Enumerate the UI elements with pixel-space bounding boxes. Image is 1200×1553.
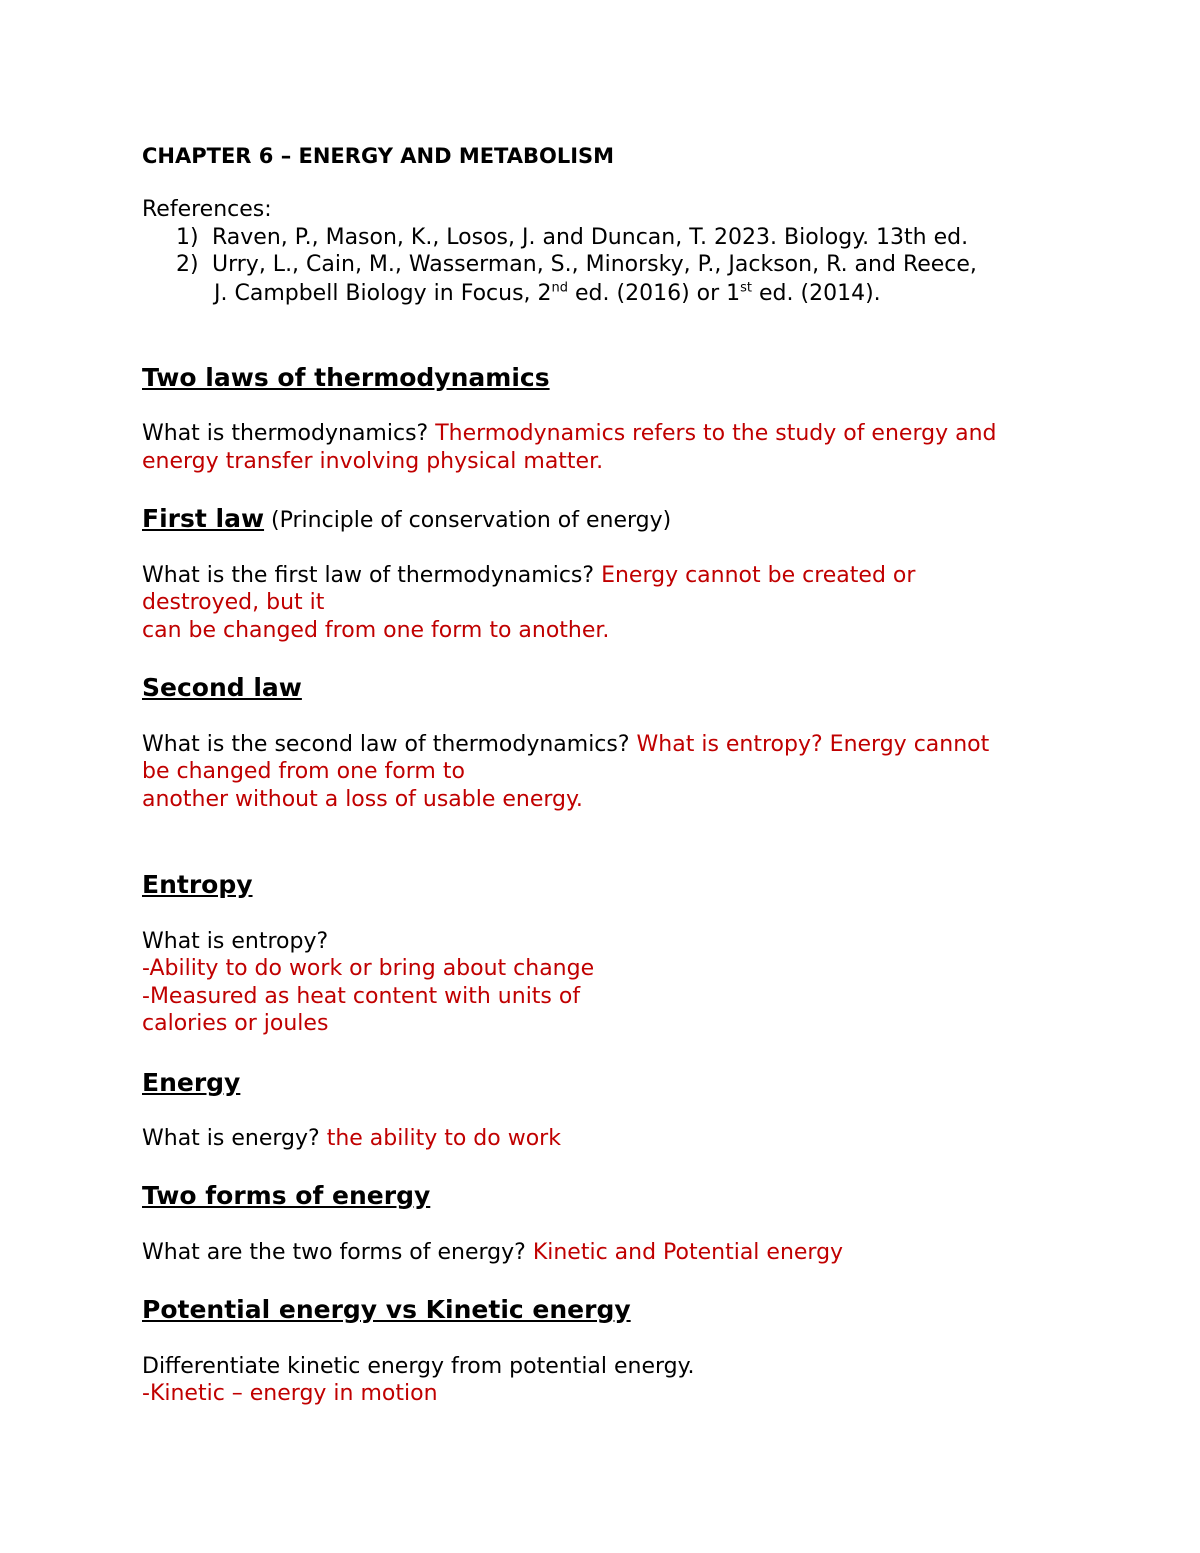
answer-text: energy transfer involving physical matter. (142, 449, 604, 474)
reference-text: Raven, P., Mason, K., Losos, J. and Duncan, T. 2023. Biology. 13th ed. (212, 225, 969, 250)
chapter-title: CHAPTER 6 – ENERGY AND METABOLISM (142, 144, 615, 168)
answer-text: -Ability to do work or bring about change (142, 956, 595, 981)
reference-item (142, 224, 968, 252)
answer-text: can be changed from one form to another. (142, 618, 610, 643)
section-heading-two-forms: Two forms of energy (142, 1181, 431, 1210)
answer-text: Kinetic and Potential energy (532, 1240, 844, 1265)
question-text: What is entropy? (142, 929, 329, 954)
answer-text: be changed from one form to (142, 759, 465, 784)
question-text: Differentiate kinetic energy from potential energy. (142, 1354, 695, 1379)
section-heading-second-law: Second law (142, 673, 302, 702)
question-text: What are the two forms of energy? (142, 1240, 533, 1265)
section-heading-entropy: Entropy (142, 870, 253, 899)
answer-text: What is entropy? Energy cannot (636, 732, 990, 757)
answer-text: destroyed, but it (142, 590, 325, 615)
answer-text: -Measured as heat content with units of (142, 984, 581, 1009)
question-text: What is thermodynamics? (142, 421, 436, 446)
answer-text: another without a loss of usable energy. (142, 787, 583, 812)
section-heading-two-laws: Two laws of thermodynamics (142, 363, 550, 392)
question-text: What is the second law of thermodynamics? (142, 732, 637, 757)
reference-text: Urry, L., Cain, M., Wasserman, S., Minorsky, P., Jackson, R. and Reece, (212, 252, 977, 277)
references-label: References: (142, 197, 272, 222)
question-line (142, 1239, 843, 1267)
answer-text: Energy cannot be created or (601, 563, 916, 588)
reference-continuation: J. Campbell Biology in Focus, 2nd ed. (2016) or 1st ed. (2014). (214, 280, 881, 306)
question-line (142, 562, 915, 590)
reference-item (142, 251, 977, 279)
heading-note: (Principle of conservation of energy) (264, 508, 672, 533)
question-text: What is energy? (142, 1126, 327, 1151)
section-heading-line-first-law (142, 504, 671, 535)
reference-number: 1) (176, 225, 199, 250)
question-line (142, 420, 996, 448)
answer-text: the ability to do work (326, 1126, 561, 1151)
question-line (142, 1125, 561, 1153)
section-heading-first-law: First law (142, 504, 265, 533)
section-heading-energy: Energy (142, 1068, 241, 1097)
answer-text: Thermodynamics refers to the study of energy and (435, 421, 997, 446)
question-text: What is the first law of thermodynamics? (142, 563, 602, 588)
answer-text: -Kinetic – energy in motion (142, 1381, 438, 1406)
question-line (142, 731, 989, 759)
reference-number: 2) (176, 252, 199, 277)
answer-text: calories or joules (142, 1011, 329, 1036)
section-heading-potential-vs-kinetic: Potential energy vs Kinetic energy (142, 1295, 631, 1324)
